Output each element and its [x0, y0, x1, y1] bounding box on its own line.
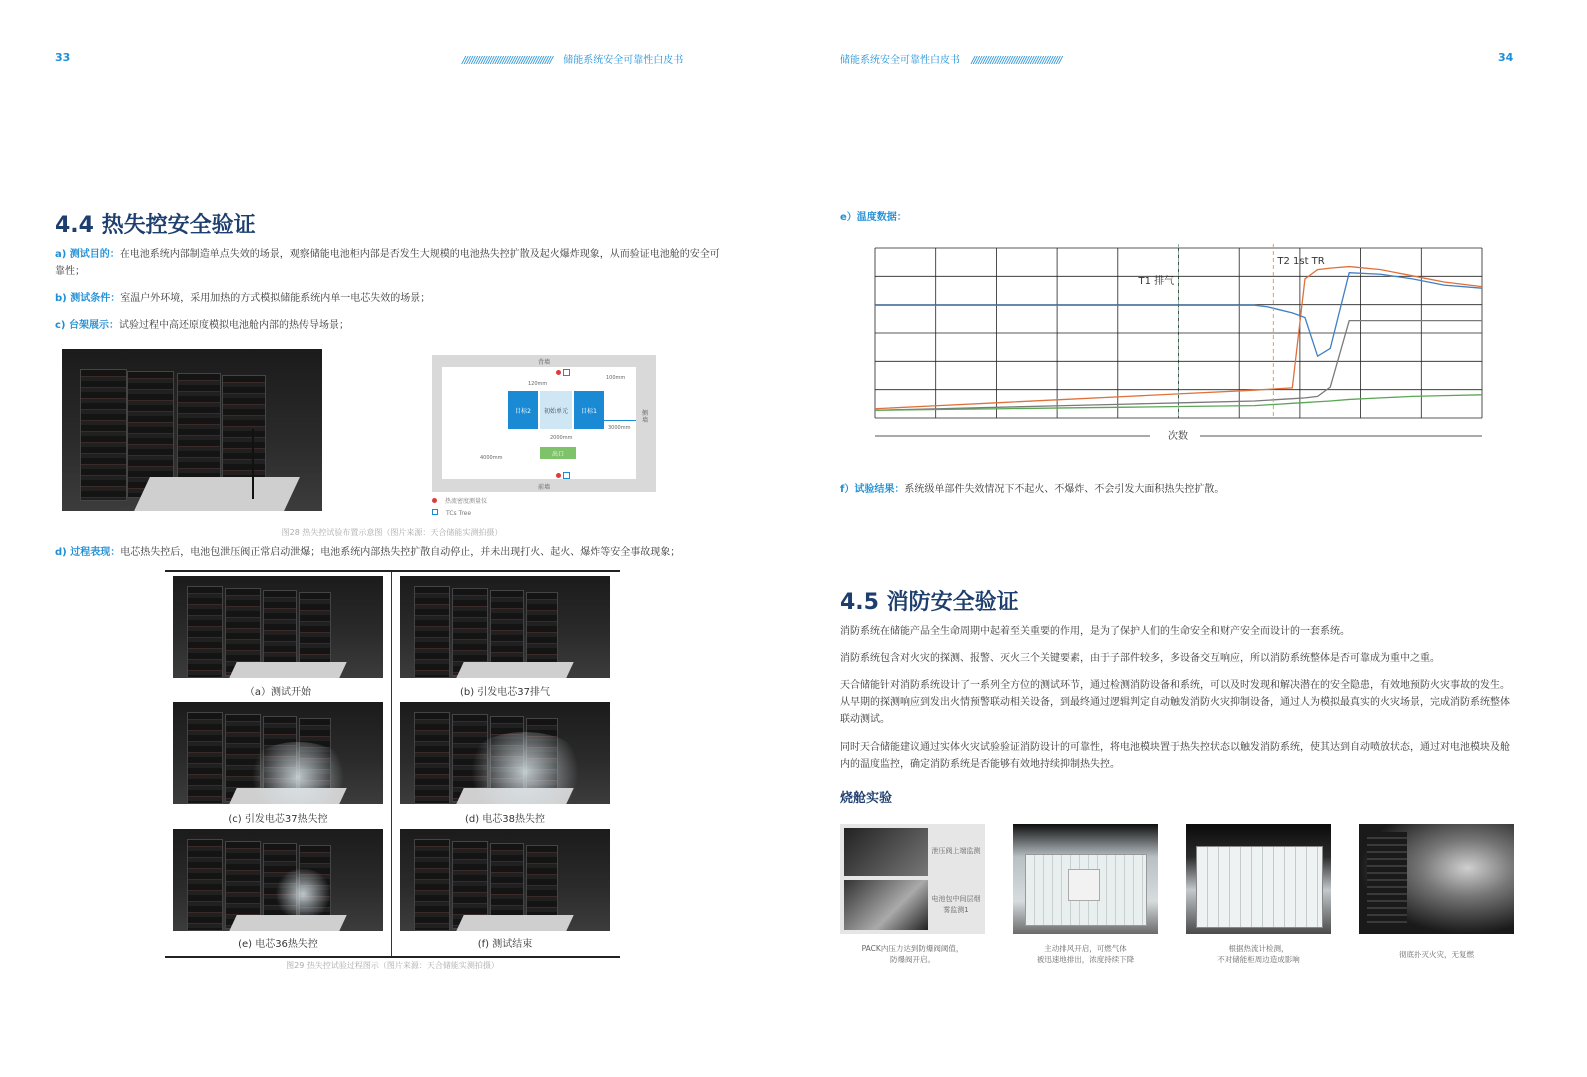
exit-box: 出口	[540, 447, 576, 459]
dim-3000: 3000mm	[608, 425, 631, 431]
header-slashes: //////////////////////////////////////	[971, 55, 1062, 66]
photo-caption-f: (f) 测试结束	[477, 939, 533, 950]
item-c-text: 试验过程中高还原度模拟电池舱内部的热传导场景；	[118, 320, 349, 331]
legend-tc: TCs Tree	[446, 510, 472, 517]
item-c-label: c) 台架展示：	[55, 320, 119, 331]
figure29-caption: 图29 热失控试验过程图示（图片来源：天合储能实测拍摄）	[286, 961, 499, 970]
target2-box: 目标2	[508, 391, 538, 429]
temp-data-label: e）温度数据：	[840, 212, 907, 223]
photo-caption-c: (c) 引发电芯37热失控	[228, 814, 328, 825]
section-title-4-4: 4.4 热失控安全验证	[55, 213, 256, 238]
sensor-dot	[556, 370, 561, 375]
item-b-text: 室温户外环境，采用加热的方式模拟储能系统内单一电芯失效的场景；	[120, 293, 431, 304]
header-slashes: //////////////////////////////////////	[462, 55, 553, 66]
dim-2000: 2000mm	[550, 435, 573, 441]
front-wall-label: 前墙	[537, 484, 550, 491]
photo-caption-a: （a）测试开始	[244, 687, 312, 698]
burn-photo-1	[840, 824, 985, 934]
item-b-label: b) 测试条件：	[55, 293, 121, 304]
photo-caption-e: (e) 电芯36热失控	[238, 939, 318, 950]
item-a-text: 在电池系统内部制造单点失效的场景，观察储能电池柜内部是否发生大规模的电池热失控扩散及起火爆炸现象，从而验证电池舱的安全可靠性；	[55, 249, 720, 277]
header-title: 储能系统安全可靠性白皮书	[563, 55, 684, 66]
x-axis-label: 次数	[1168, 431, 1188, 442]
item-a-label: a) 测试目的：	[55, 249, 120, 260]
item-d	[55, 544, 735, 561]
test-bench-photo	[62, 349, 322, 511]
photo-caption-b: (b) 引发电芯37排气	[459, 687, 551, 698]
burn-photo-3	[1186, 824, 1331, 934]
burn-caption-3: 根据热流计检测， 不对储能柜周边造成影响	[1217, 944, 1300, 964]
photo-caption-d: (d) 电芯38热失控	[464, 814, 546, 825]
test-result	[840, 481, 1540, 498]
item-c	[55, 317, 727, 334]
item-d-label: d) 过程表现：	[55, 547, 121, 558]
sensor-dot	[556, 473, 561, 478]
legend-sensor: 热流密度测量仪	[445, 498, 488, 505]
diagram-legend	[432, 496, 487, 517]
fire-paragraph-3: 天合储能针对消防系统设计了一系列全方位的测试环节，通过检测消防设备和系统，可以及时发现和解决潜在的安全隐患，有效地预防火灾事故的发生。从早期的探测响应到发出火情预警联动相关设备，到最终通过逻辑判定自动触发消防火灾抑制设备，通过人为模拟最真实的火灾场景，完成消防系统整体联动测试。	[840, 680, 1510, 725]
section-title-4-5: 4.5 消防安全验证	[840, 590, 1019, 615]
item-b	[55, 290, 727, 307]
fire-paragraph-2: 消防系统包含对火灾的探测、报警、灭火三个关键要素，由于子部件较多，多设备交互响应，所以消防系统整体是否可靠成为重中之重。	[840, 653, 1440, 664]
running-header-right	[840, 51, 1061, 66]
layout-diagram	[432, 355, 656, 492]
test-result-text: 系统级单部件失效情况下不起火、不爆炸、不会引发大面积热失控扩散。	[904, 484, 1225, 495]
process-photo-a	[173, 576, 383, 678]
inset-label-1: 泄压阀上端监测	[931, 847, 981, 855]
burn-photo-4	[1359, 824, 1514, 934]
burn-caption-4: 彻底扑灭火灾，无复燃	[1399, 950, 1474, 959]
side-wall-label: 侧墙	[642, 410, 649, 424]
process-photo-b	[400, 576, 610, 678]
target1-box: 目标1	[574, 391, 604, 429]
process-photo-d	[400, 702, 610, 804]
tc-tree-marker	[563, 472, 570, 479]
process-photo-f	[400, 829, 610, 931]
event-marker-label-1: T1 排气	[1138, 276, 1175, 287]
burn-test-title: 烧舱实验	[840, 791, 893, 806]
process-photo-c	[173, 702, 383, 804]
fire-paragraph-1: 消防系统在储能产品全生命周期中起着至关重要的作用，是为了保护人们的生命安全和财产安全而设计的一套系统。	[840, 626, 1350, 637]
event-marker-label-2: T2 1st TR	[1277, 256, 1325, 267]
running-header-left	[462, 51, 683, 66]
fire-paragraph-4: 同时天合储能建议通过实体火灾试验验证消防设计的可靠性，将电池模块置于热失控状态以触发消防系统，使其达到自动喷放状态，通过对电池模块及舱内的温度监控，确定消防系统是否能够有效地持续抑制热失控。	[840, 742, 1510, 770]
burn-caption-2: 主动排风开启，可燃气体 被迅速地排出，浓度持续下降	[1036, 944, 1135, 964]
page-number-left: 33	[55, 51, 71, 64]
process-photo-grid	[165, 570, 620, 958]
figure28-caption: 图28 热失控试验布置示意图（图片来源：天合储能实测拍摄）	[281, 528, 503, 537]
ignition-unit-box: 初始单元	[540, 391, 572, 429]
page-number-right: 34	[1498, 51, 1514, 64]
dim-120: 120mm	[528, 381, 548, 387]
burn-photo-2	[1013, 824, 1158, 934]
process-photo-e	[173, 829, 383, 931]
test-result-label: f）试验结果：	[840, 484, 905, 495]
inset-label-2: 电池包中间层烟雾监测1	[931, 895, 981, 914]
burn-caption-1: PACK内压力达到防爆阀阈值， 防爆阀开启。	[861, 944, 964, 964]
tc-tree-marker	[563, 369, 570, 376]
header-title: 储能系统安全可靠性白皮书	[840, 55, 960, 66]
dim-4000: 4000mm	[480, 455, 503, 461]
temperature-chart	[860, 240, 1490, 450]
item-d-text: 电芯热失控后，电池包泄压阀正常启动泄爆；电池系统内部热失控扩散自动停止，并未出现打火、起火、爆炸等安全事故现象；	[120, 547, 681, 558]
dim-100: 100mm	[606, 375, 626, 381]
back-wall-label: 背墙	[537, 359, 550, 366]
item-a	[55, 246, 727, 280]
dim-arrow	[604, 420, 636, 421]
